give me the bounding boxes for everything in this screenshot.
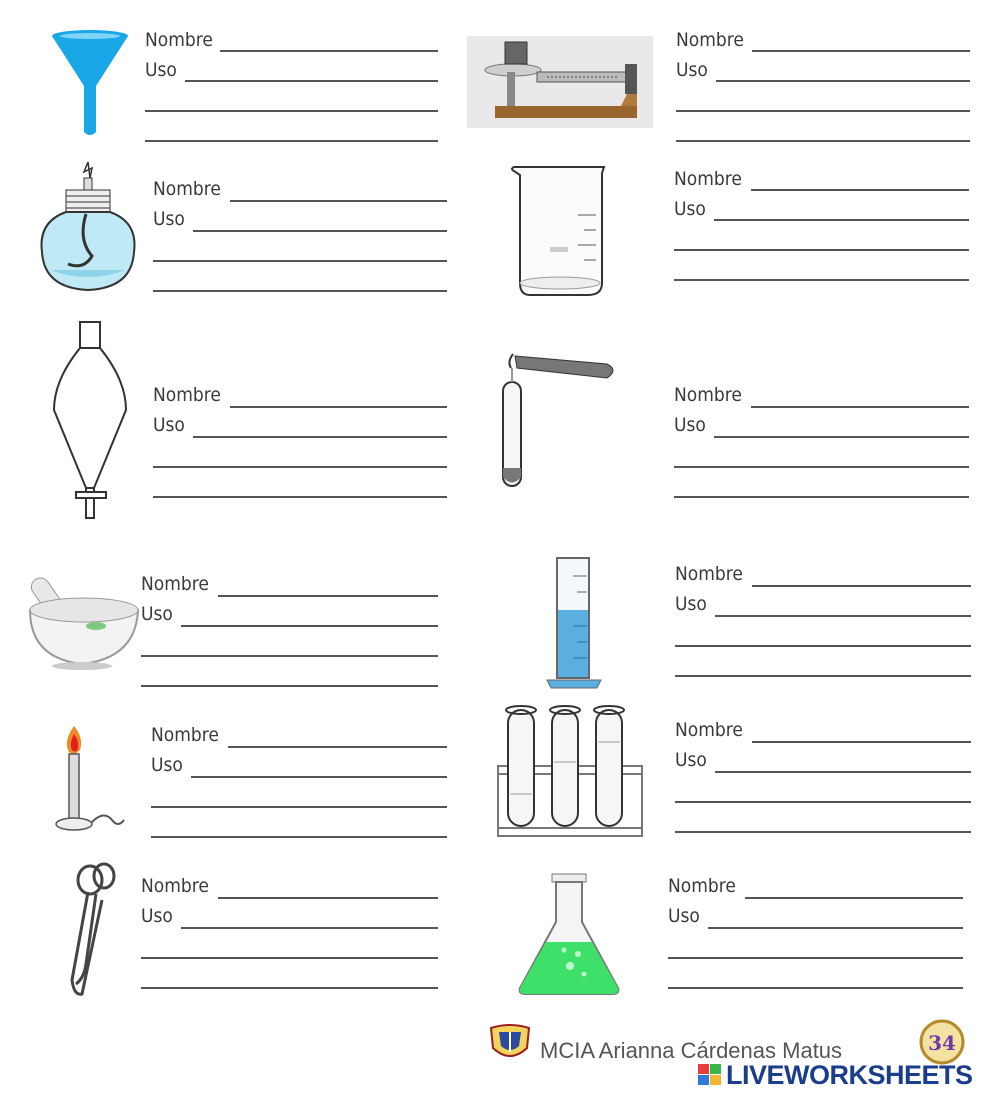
nombre-label: Nombre — [141, 573, 209, 595]
answer-line[interactable] — [141, 987, 438, 989]
uso-answer-line[interactable] — [181, 625, 438, 627]
uso-label: Uso — [145, 59, 177, 81]
anniversary-seal-icon — [916, 1018, 968, 1066]
nombre-label: Nombre — [151, 724, 219, 746]
author-name: MCIA Arianna Cárdenas Matus — [540, 1038, 843, 1063]
uso-answer-line[interactable] — [714, 219, 969, 221]
answer-line[interactable] — [674, 496, 969, 498]
uso-label: Uso — [676, 59, 708, 81]
answer-line[interactable] — [153, 290, 447, 292]
uso-answer-line[interactable] — [185, 80, 438, 82]
uso-answer-line[interactable] — [715, 615, 971, 617]
answer-line[interactable] — [674, 279, 969, 281]
nombre-answer-line[interactable] — [752, 741, 971, 743]
uso-answer-line[interactable] — [193, 436, 447, 438]
answer-line[interactable] — [145, 110, 438, 112]
uso-label: Uso — [674, 198, 706, 220]
school-crest-icon — [487, 1022, 533, 1064]
nombre-label: Nombre — [676, 29, 744, 51]
nombre-answer-line[interactable] — [752, 585, 971, 587]
answer-line[interactable] — [153, 466, 447, 468]
uso-answer-line[interactable] — [714, 436, 969, 438]
answer-line[interactable] — [675, 801, 971, 803]
bunsen-burner-icon — [52, 724, 128, 836]
nombre-answer-line[interactable] — [752, 50, 970, 52]
answer-line[interactable] — [674, 466, 969, 468]
nombre-answer-line[interactable] — [230, 406, 447, 408]
nombre-answer-line[interactable] — [751, 406, 969, 408]
erlenmeyer-flask-icon — [514, 870, 624, 998]
nombre-label: Nombre — [674, 168, 742, 190]
nombre-label: Nombre — [145, 29, 213, 51]
uso-label: Uso — [141, 905, 173, 927]
seal-number: 34 — [928, 1031, 956, 1055]
nombre-answer-line[interactable] — [218, 595, 438, 597]
nombre-label: Nombre — [675, 563, 743, 585]
test-tube-icon — [495, 342, 623, 492]
test-tube-rack-icon — [496, 702, 644, 838]
graduated-cylinder-icon — [543, 556, 605, 690]
answer-line[interactable] — [141, 957, 438, 959]
uso-label: Uso — [674, 414, 706, 436]
uso-label: Uso — [668, 905, 700, 927]
uso-label: Uso — [141, 603, 173, 625]
nombre-answer-line[interactable] — [228, 746, 447, 748]
answer-line[interactable] — [141, 655, 438, 657]
beaker-icon — [508, 165, 608, 300]
live-logo-icon — [698, 1064, 722, 1086]
uso-answer-line[interactable] — [716, 80, 970, 82]
uso-label: Uso — [153, 414, 185, 436]
triple-beam-balance-icon — [467, 36, 653, 128]
answer-line[interactable] — [668, 987, 963, 989]
nombre-answer-line[interactable] — [751, 189, 969, 191]
separatory-funnel-icon — [50, 320, 130, 525]
nombre-answer-line[interactable] — [745, 897, 963, 899]
alcohol-burner-icon — [38, 160, 138, 295]
answer-line[interactable] — [676, 110, 970, 112]
uso-answer-line[interactable] — [708, 927, 963, 929]
funnel-icon — [48, 28, 132, 138]
answer-line[interactable] — [675, 645, 971, 647]
nombre-label: Nombre — [674, 384, 742, 406]
uso-label: Uso — [675, 593, 707, 615]
answer-line[interactable] — [676, 140, 970, 142]
nombre-answer-line[interactable] — [220, 50, 438, 52]
nombre-answer-line[interactable] — [230, 200, 447, 202]
nombre-label: Nombre — [153, 178, 221, 200]
answer-line[interactable] — [668, 957, 963, 959]
uso-answer-line[interactable] — [191, 776, 447, 778]
answer-line[interactable] — [153, 260, 447, 262]
answer-line[interactable] — [675, 675, 971, 677]
uso-label: Uso — [675, 749, 707, 771]
answer-line[interactable] — [141, 685, 438, 687]
crucible-tongs-icon — [62, 860, 118, 1002]
answer-line[interactable] — [675, 831, 971, 833]
uso-label: Uso — [153, 208, 185, 230]
nombre-label: Nombre — [153, 384, 221, 406]
uso-answer-line[interactable] — [181, 927, 438, 929]
answer-line[interactable] — [151, 836, 447, 838]
answer-line[interactable] — [145, 140, 438, 142]
nombre-label: Nombre — [141, 875, 209, 897]
liveworksheets-brand[interactable]: LIVEWORKSHEETS — [726, 1060, 973, 1090]
uso-answer-line[interactable] — [193, 230, 447, 232]
answer-line[interactable] — [674, 249, 969, 251]
answer-line[interactable] — [151, 806, 447, 808]
uso-label: Uso — [151, 754, 183, 776]
nombre-answer-line[interactable] — [218, 897, 438, 899]
nombre-label: Nombre — [668, 875, 736, 897]
uso-answer-line[interactable] — [715, 771, 971, 773]
nombre-label: Nombre — [675, 719, 743, 741]
answer-line[interactable] — [153, 496, 447, 498]
mortar-pestle-icon — [26, 570, 142, 672]
